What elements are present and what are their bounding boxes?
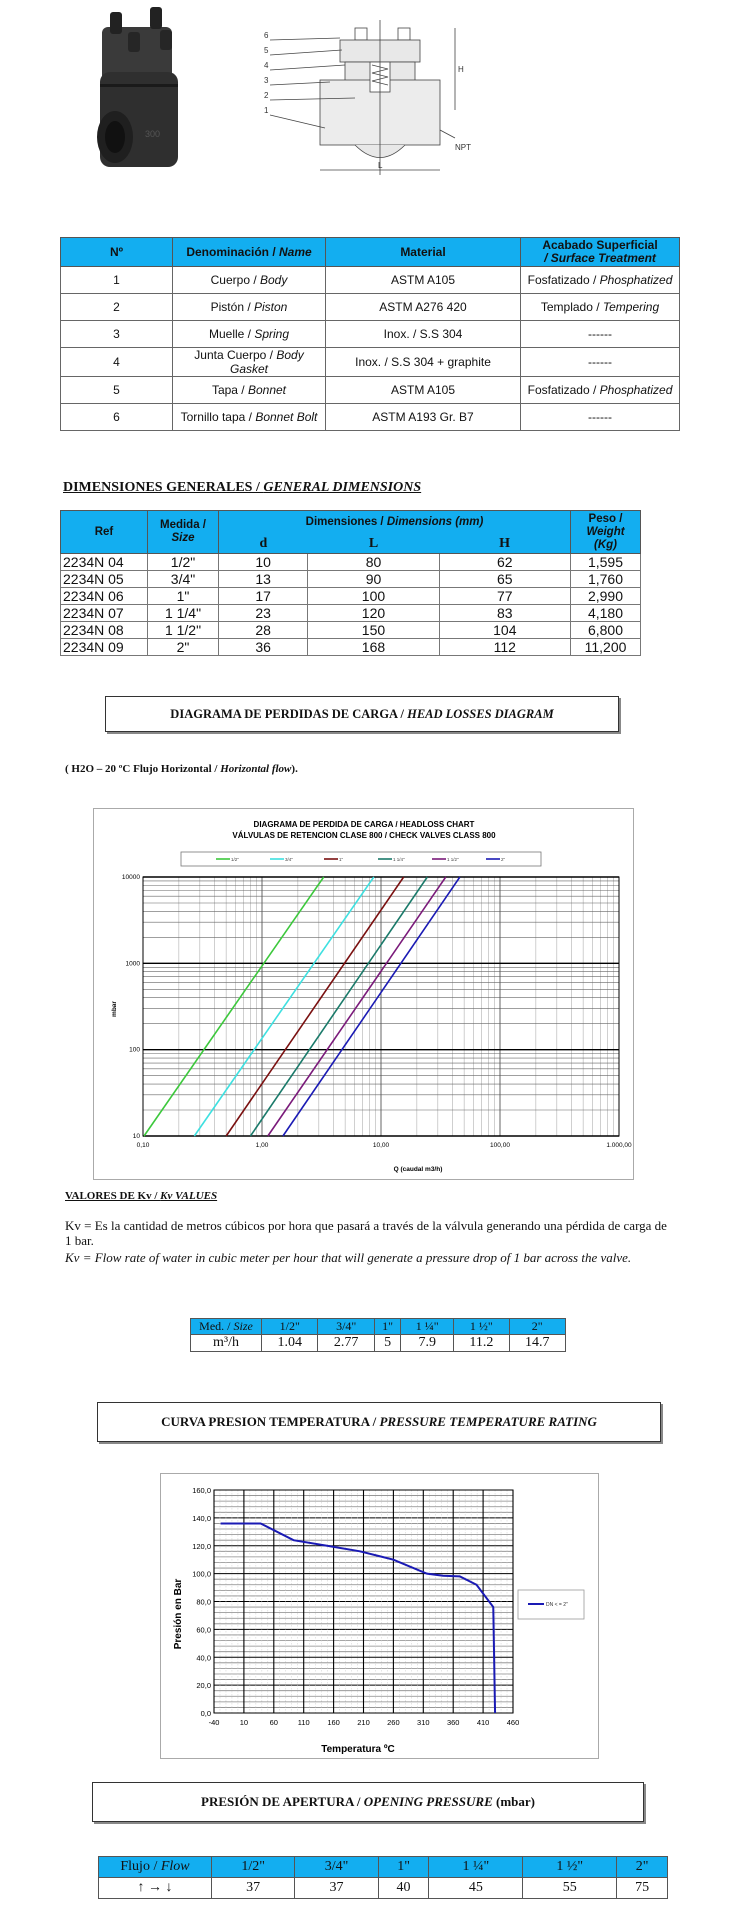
valve-photo-graphic [90,2,190,192]
pt-x-tick-label: 460 [506,1718,520,1727]
dimensions-row [61,622,641,639]
headloss-y-tick-label: 100 [129,1046,140,1054]
parts-row [61,404,680,431]
col-material: Material [326,238,521,267]
headloss-chart [94,809,633,1179]
kv-value: 1.04 [262,1335,318,1352]
dim-l: 120 [308,605,439,622]
dim-h: 104 [439,622,570,639]
kv-value: 2.77 [318,1335,374,1352]
pt-y-tick-label: 80,0 [196,1597,211,1607]
dim-d: 36 [219,639,308,656]
headloss-chart-title: DIAGRAMA DE PERDIDA DE CARGA / HEADLOSS CHART [253,820,475,829]
op-size-header: 1 ½" [523,1857,617,1878]
dim-weight: 1,760 [571,571,641,588]
dim-weight: 11,200 [571,639,641,656]
dimensions-heading: DIMENSIONES GENERALES / GENERAL DIMENSIONS [63,480,422,495]
kv-value: 5 [374,1335,400,1352]
section-drawing [250,10,530,190]
dim-l-label: L [378,161,383,170]
headloss-y-tick-label: 10000 [121,874,140,881]
headloss-series-line [226,877,403,1136]
col-l: L [308,533,439,554]
dim-size: 1 1/4" [148,605,219,622]
op-row-label: ↑ → ↓ [99,1878,212,1899]
dimensions-row [61,639,641,656]
pt-x-tick-label: 110 [297,1718,310,1727]
headloss-series-line [283,877,460,1136]
dimensions-row [61,605,641,622]
valve-photo [90,2,190,192]
col-h: H [439,533,570,554]
col-d: d [219,533,308,554]
callout-2: 2 [264,91,269,100]
headloss-legend-label: 2" [501,857,506,862]
valve-section-diagram [250,10,530,190]
part-surface-treatment: ------ [521,404,680,431]
pt-x-tick-label: 60 [269,1718,278,1727]
pt-legend-label: DN < = 2" [546,1602,568,1608]
opening-pressure-table [98,1856,668,1899]
headloss-series-line [194,877,373,1136]
part-number: 2 [61,294,173,321]
headloss-legend-label: 1" [339,857,344,862]
dim-ref: 2234N 04 [61,554,148,571]
part-surface-treatment: ------ [521,348,680,377]
op-value: 55 [523,1878,617,1899]
part-name: Pistón / Piston [173,294,326,321]
kv-value: 11.2 [454,1335,509,1352]
op-value: 37 [212,1878,295,1899]
part-name: Tapa / Bonnet [173,377,326,404]
dim-h-label: H [458,65,464,74]
dim-weight: 1,595 [571,554,641,571]
dim-d: 13 [219,571,308,588]
kv-table [190,1318,566,1352]
dim-h: 77 [439,588,570,605]
headloss-legend-label: 1/2" [231,857,239,862]
npt-label: NPT [455,143,471,152]
headloss-x-tick-label: 10,00 [372,1142,390,1149]
headloss-series-line [250,877,427,1136]
kv-header-label: Med. / Size [191,1319,262,1335]
head-losses-title-box: DIAGRAMA DE PERDIDAS DE CARGA / HEAD LOSSES DIAGRAM [105,696,619,732]
headloss-y-tick-label: 1000 [125,960,140,968]
pt-x-tick-label: 210 [357,1718,370,1727]
part-number: 4 [61,348,173,377]
headloss-y-tick-label: 10 [132,1133,140,1140]
kv-definition-es: Kv = Es la cantidad de metros cúbicos por hora que pasará a través de la válvula generando una pérdida de carga de 1 bar. [65,1218,667,1248]
part-number: 3 [61,321,173,348]
kv-size-header: 1" [374,1319,400,1335]
pt-y-tick-label: 160,0 [192,1486,211,1495]
dim-ref: 2234N 09 [61,639,148,656]
op-size-header: 1" [378,1857,429,1878]
headloss-x-tick-label: 1,00 [255,1142,269,1149]
dim-size: 3/4" [148,571,219,588]
op-size-header: 3/4" [295,1857,378,1878]
part-material: ASTM A105 [326,267,521,294]
pt-y-tick-label: 20,0 [196,1681,211,1691]
pt-y-tick-label: 0,0 [200,1709,211,1718]
head-losses-note: ( H2O – 20 ºC Flujo Horizontal / Horizontal flow). [65,763,298,775]
part-material: ASTM A276 420 [326,294,521,321]
part-surface-treatment: Templado / Tempering [521,294,680,321]
headloss-x-tick-label: 100,00 [490,1142,510,1149]
callout-6: 6 [264,31,269,40]
pt-x-tick-label: 10 [239,1718,249,1727]
part-material: ASTM A105 [326,377,521,404]
dim-weight: 6,800 [571,622,641,639]
dim-ref: 2234N 08 [61,622,148,639]
part-material: ASTM A193 Gr. B7 [326,404,521,431]
pt-x-tick-label: -40 [208,1718,220,1727]
col-no: Nº [61,238,173,267]
pt-x-axis-label: Temperatura ºC [321,1744,395,1755]
kv-row-label: m³/h [191,1335,262,1352]
col-name: Denominación / Name [173,238,326,267]
dimensions-row [61,588,641,605]
pt-x-tick-label: 360 [446,1718,460,1727]
col-surface-treatment: Acabado Superficial / Surface Treatment [521,238,680,267]
pt-y-tick-label: 60,0 [196,1625,211,1635]
headloss-series-line [268,877,446,1136]
pt-y-tick-label: 100,0 [192,1569,211,1579]
dim-l: 90 [308,571,439,588]
kv-size-header: 1/2" [262,1319,318,1335]
op-header-label: Flujo / Flow [99,1857,212,1878]
kv-size-header: 2" [509,1319,566,1335]
kv-value: 7.9 [401,1335,454,1352]
kv-definition-en: Kv = Flow rate of water in cubic meter per hour that will generate a pressure drop of 1 bar across the valve. [65,1250,632,1265]
dim-l: 168 [308,639,439,656]
part-surface-treatment: Fosfatizado / Phosphatized [521,267,680,294]
dimensions-table [60,510,641,656]
dim-d: 23 [219,605,308,622]
dim-l: 80 [308,554,439,571]
col-dimensions: Dimensiones / Dimensions (mm) [219,511,571,534]
headloss-legend-label: 1 1/4" [393,857,405,862]
dim-ref: 2234N 05 [61,571,148,588]
part-number: 6 [61,404,173,431]
svg-text:300: 300 [145,129,161,139]
kv-size-header: 1 ½" [454,1319,509,1335]
op-value: 37 [295,1878,378,1899]
pt-y-tick-label: 140,0 [192,1513,211,1523]
part-surface-treatment: ------ [521,321,680,348]
headloss-series-line [144,877,324,1136]
pt-title-box: CURVA PRESION TEMPERATURA / PRESSURE TEMPERATURE RATING [97,1402,661,1442]
op-value: 75 [617,1878,668,1899]
kv-size-header: 1 ¼" [401,1319,454,1335]
dim-weight: 4,180 [571,605,641,622]
op-value: 45 [429,1878,523,1899]
headloss-y-axis-label: mbar [111,1001,118,1017]
parts-row [61,267,680,294]
headloss-x-tick-label: 1.000,00 [606,1142,632,1149]
kv-heading: VALORES DE Kv / Kv VALUES [65,1190,218,1202]
part-number: 5 [61,377,173,404]
callout-5: 5 [264,46,269,55]
part-name: Muelle / Spring [173,321,326,348]
parts-row [61,348,680,377]
dim-d: 10 [219,554,308,571]
pt-y-tick-label: 40,0 [196,1653,211,1663]
dim-d: 17 [219,588,308,605]
dim-h: 112 [439,639,570,656]
opening-pressure-title-box: PRESIÓN DE APERTURA / OPENING PRESSURE (mbar) [92,1782,644,1822]
dim-d: 28 [219,622,308,639]
callout-3: 3 [264,76,269,85]
parts-table [60,237,680,431]
kv-value: 14.7 [509,1335,566,1352]
col-ref: Ref [61,511,148,554]
dim-ref: 2234N 06 [61,588,148,605]
dim-l: 100 [308,588,439,605]
op-size-header: 1 ¼" [429,1857,523,1878]
col-size: Medida / Size [148,511,219,554]
dimensions-row [61,554,641,571]
op-value: 40 [378,1878,429,1899]
part-name: Tornillo tapa / Bonnet Bolt [173,404,326,431]
headloss-legend-label: 1 1/2" [447,857,459,862]
op-size-header: 2" [617,1857,668,1878]
dim-l: 150 [308,622,439,639]
headloss-legend-label: 3/4" [285,857,293,862]
callout-4: 4 [264,61,269,70]
part-name: Junta Cuerpo / Body Gasket [173,348,326,377]
dim-h: 65 [439,571,570,588]
dim-h: 62 [439,554,570,571]
part-material: Inox. / S.S 304 + graphite [326,348,521,377]
part-surface-treatment: Fosfatizado / Phosphatized [521,377,680,404]
pt-x-tick-label: 410 [476,1718,490,1727]
dim-ref: 2234N 07 [61,605,148,622]
callout-1: 1 [264,106,269,115]
part-name: Cuerpo / Body [173,267,326,294]
part-material: Inox. / S.S 304 [326,321,521,348]
dim-weight: 2,990 [571,588,641,605]
pt-chart-frame [160,1473,599,1759]
headloss-chart-subtitle: VÁLVULAS DE RETENCION CLASE 800 / CHECK VALVES CLASS 800 [232,831,496,840]
parts-row [61,377,680,404]
dim-size: 1/2" [148,554,219,571]
part-number: 1 [61,267,173,294]
pt-chart [161,1474,598,1758]
dim-size: 2" [148,639,219,656]
col-weight: Peso / Weight (Kg) [571,511,641,554]
op-size-header: 1/2" [212,1857,295,1878]
dimensions-row [61,571,641,588]
pt-x-tick-label: 310 [417,1718,430,1727]
headloss-chart-frame [93,808,634,1180]
dim-size: 1" [148,588,219,605]
parts-row [61,321,680,348]
kv-size-header: 3/4" [318,1319,374,1335]
headloss-x-axis-label: Q (caudal m3/h) [393,1166,443,1173]
dim-size: 1 1/2" [148,622,219,639]
pt-y-axis-label: Presión en Bar [173,1578,184,1650]
pt-x-tick-label: 260 [387,1718,400,1727]
pt-x-tick-label: 160 [327,1718,340,1727]
headloss-x-tick-label: 0,10 [136,1142,150,1149]
parts-header-row [61,238,680,267]
pt-y-tick-label: 120,0 [192,1541,211,1551]
parts-row [61,294,680,321]
dim-h: 83 [439,605,570,622]
